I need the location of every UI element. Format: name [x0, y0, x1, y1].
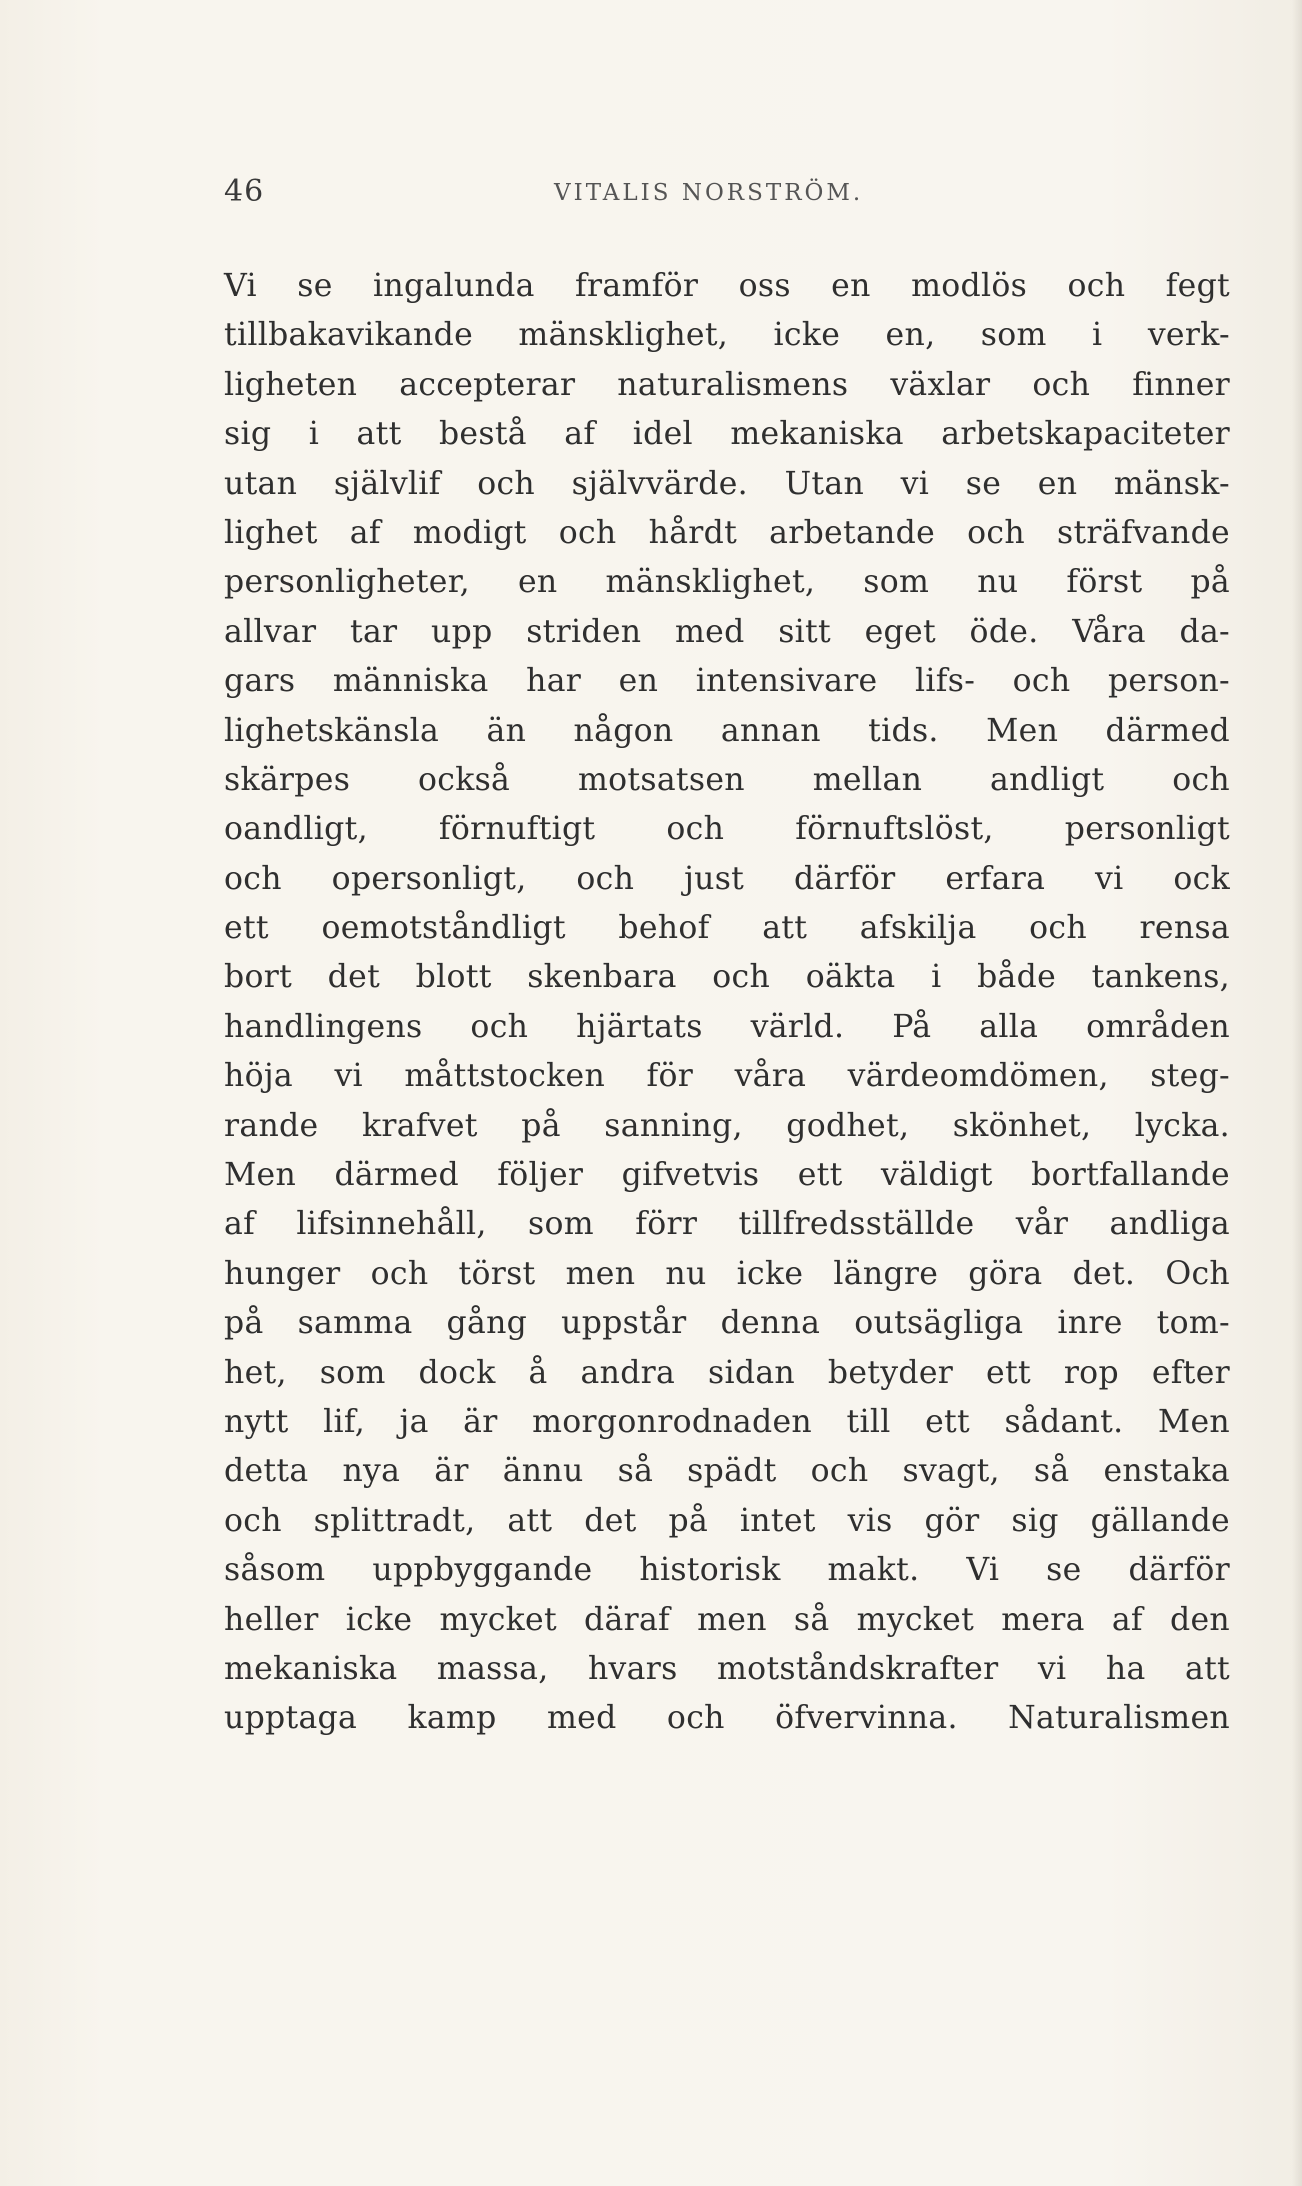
text-line: allvar tar upp striden med sitt eget öde. Våra da- — [224, 613, 1230, 650]
text-line: ligheten accepterar naturalismens växlar och finner — [224, 366, 1230, 403]
text-line: sig i att bestå af idel mekaniska arbetskapaciteter — [224, 416, 1230, 453]
text-line: och opersonligt, och just därför erfara vi ock — [224, 860, 1230, 897]
text-line: hunger och törst men nu icke längre göra det. Och — [224, 1255, 1230, 1292]
text-line: upptaga kamp med och öfvervinna. Naturalismen — [224, 1700, 1230, 1737]
text-line: lighetskänsla än någon annan tids. Men därmed — [224, 712, 1230, 749]
text-line: heller icke mycket däraf men så mycket mera af den — [224, 1601, 1230, 1638]
text-line: ett oemotståndligt behof att afskilja och rensa — [224, 910, 1230, 947]
text-line: nytt lif, ja är morgonrodnaden till ett sådant. Men — [224, 1403, 1230, 1440]
text-line: oandligt, förnuftigt och förnuftslöst, personligt — [224, 811, 1230, 848]
text-line: utan självlif och självvärde. Utan vi se en mänsk- — [224, 465, 1230, 502]
page-header — [224, 174, 1230, 214]
text-line: tillbakavikande mänsklighet, icke en, som i verk- — [224, 317, 1230, 354]
text-line: personligheter, en mänsklighet, som nu först på — [224, 564, 1230, 601]
text-line: gars människa har en intensivare lifs- och person- — [224, 663, 1230, 700]
text-line: handlingens och hjärtats värld. På alla områden — [224, 1008, 1230, 1045]
text-line: het, som dock å andra sidan betyder ett rop efter — [224, 1354, 1230, 1391]
text-line: Vi se ingalunda framför oss en modlös och fegt — [224, 268, 1230, 304]
page-number: 46 — [224, 174, 265, 209]
body-text — [224, 262, 1230, 1744]
page-edge-shadow — [1292, 0, 1302, 2186]
text-line: lighet af modigt och hårdt arbetande och sträfvande — [224, 514, 1230, 551]
text-line: höja vi måttstocken för våra värdeomdömen, steg- — [224, 1058, 1230, 1095]
running-head: VITALIS NORSTRÖM. — [554, 180, 864, 206]
text-line: skärpes också motsatsen mellan andligt och — [224, 761, 1230, 798]
text-line: detta nya är ännu så spädt och svagt, så enstaka — [224, 1453, 1230, 1490]
text-line: såsom uppbyggande historisk makt. Vi se därför — [224, 1552, 1230, 1589]
text-line: af lifsinnehåll, som förr tillfredsställde vår andliga — [224, 1206, 1230, 1243]
text-line: rande krafvet på sanning, godhet, skönhet, lycka. — [224, 1107, 1230, 1144]
text-line: på samma gång uppstår denna outsägliga inre tom- — [224, 1305, 1230, 1342]
text-line: bort det blott skenbara och oäkta i både tankens, — [224, 959, 1230, 996]
text-line: Men därmed följer gifvetvis ett väldigt bortfallande — [224, 1157, 1230, 1194]
text-line: och splittradt, att det på intet vis gör sig gällande — [224, 1502, 1230, 1539]
text-line: mekaniska massa, hvars motståndskrafter vi ha att — [224, 1650, 1230, 1687]
